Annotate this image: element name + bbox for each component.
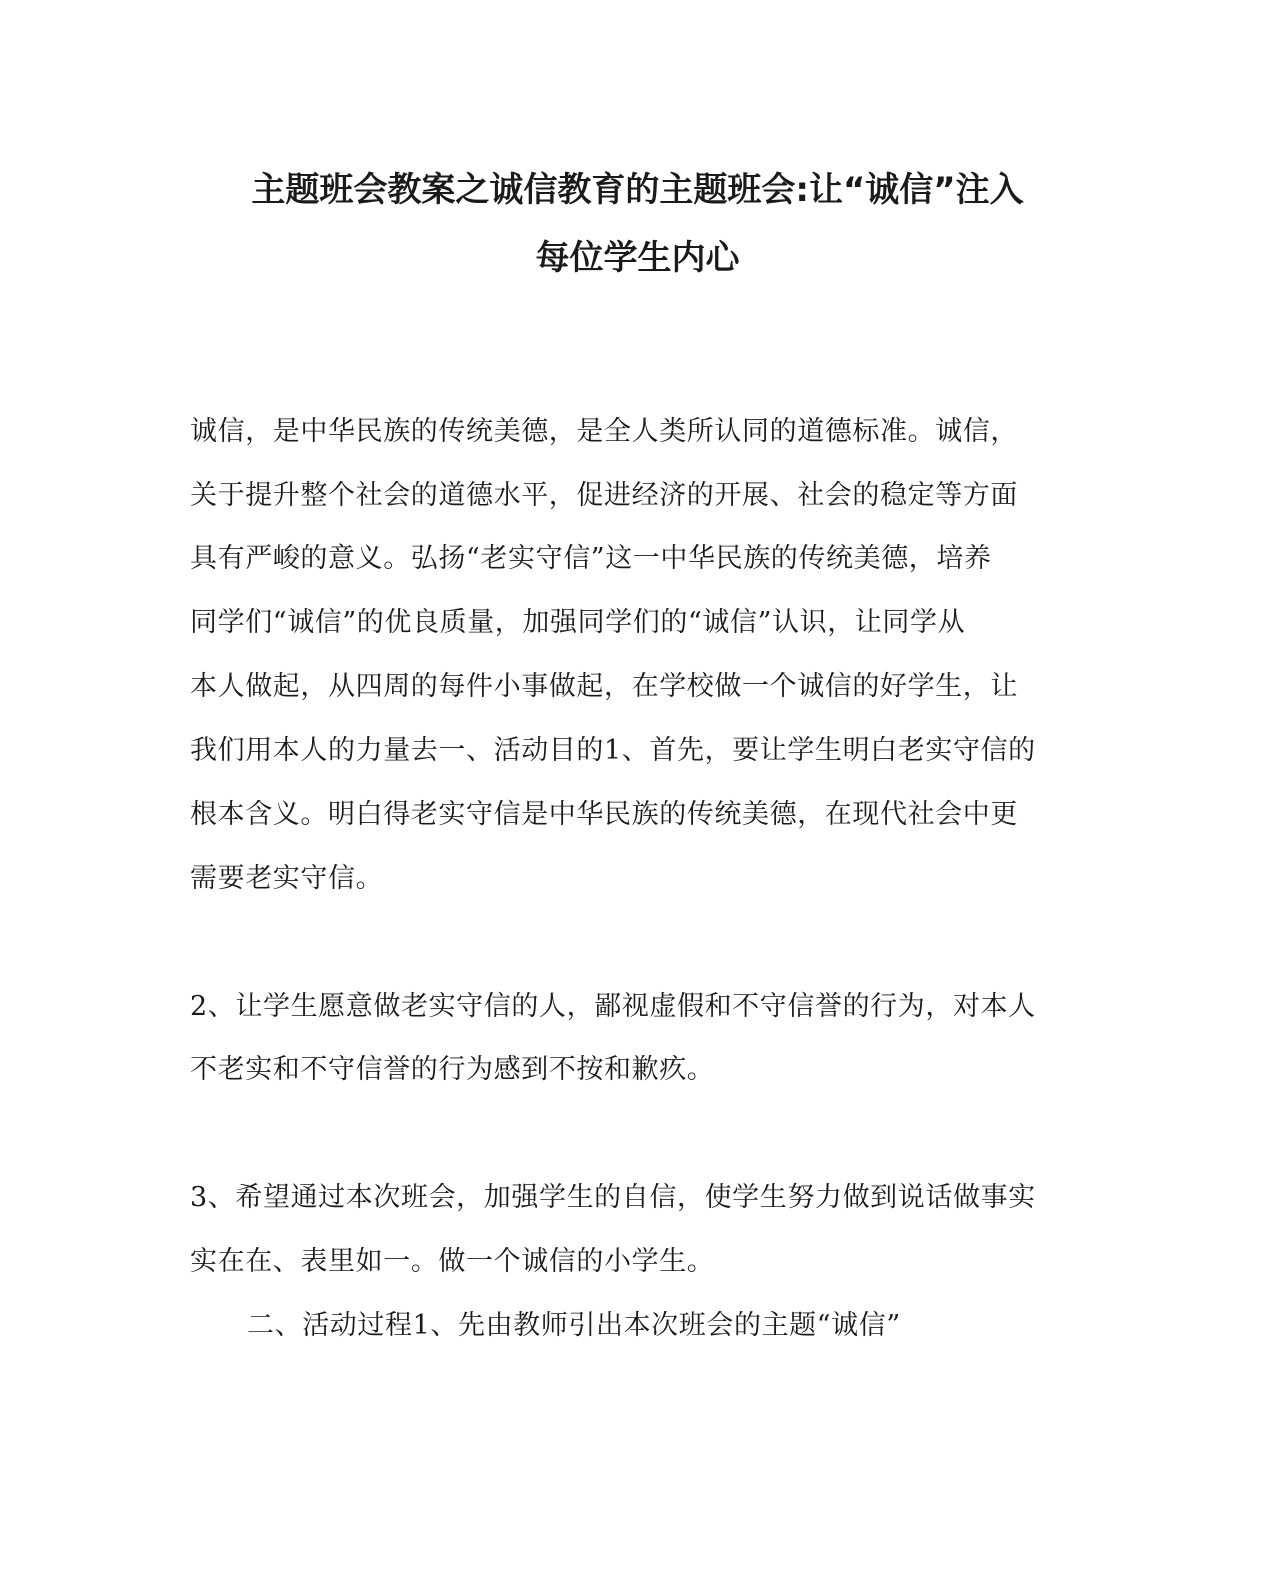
document-title-line-2: 每位学生内心 [535, 238, 740, 278]
paragraph-2-line: 2、让学生愿意做老实守信的人，鄙视虚假和不守信誉的行为，对本人 [190, 991, 1036, 1022]
paragraph-2-line: 不老实和不守信誉的行为感到不按和歉疚。 [190, 1054, 715, 1085]
document-title-line-1: 主题班会教案之诚信教育的主题班会:让“诚信”注入 [251, 170, 1024, 210]
paragraph-1-line: 本人做起，从四周的每件小事做起，在学校做一个诚信的好学生，让 [190, 671, 1018, 702]
paragraph-1-line: 诚信，是中华民族的传统美德，是全人类所认同的道德标准。诚信， [190, 416, 1018, 447]
paragraph-1-line: 具有严峻的意义。弘扬“老实守信”这一中华民族的传统美德，培养 [190, 543, 992, 574]
paragraph-1-line: 根本含义。明白得老实守信是中华民族的传统美德，在现代社会中更 [190, 799, 1018, 830]
paragraph-4-line: 二、活动过程1、先由教师引出本次班会的主题“诚信” [247, 1310, 901, 1341]
paragraph-1-line: 关于提升整个社会的道德水平，促进经济的开展、社会的稳定等方面 [190, 480, 1018, 511]
paragraph-1-line: 需要老实守信。 [190, 863, 384, 894]
paragraph-3-line: 实在在、表里如一。做一个诚信的小学生。 [190, 1246, 715, 1277]
paragraph-1-line: 同学们“诚信”的优良质量，加强同学们的“诚信”认识，让同学从 [190, 607, 966, 638]
paragraph-3-line: 3、希望通过本次班会，加强学生的自信，使学生努力做到说话做事实 [190, 1182, 1036, 1213]
paragraph-1-line: 我们用本人的力量去一、活动目的1、首先，要让学生明白老实守信的 [190, 735, 1036, 766]
